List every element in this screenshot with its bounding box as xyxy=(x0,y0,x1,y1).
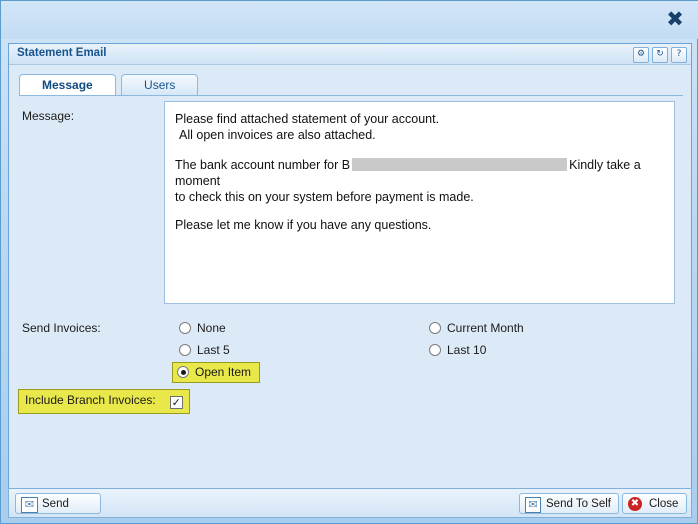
close-icon[interactable]: ✖ xyxy=(666,7,684,31)
window-topbar xyxy=(1,1,698,39)
envelope-icon: ✉ xyxy=(21,497,38,513)
message-line-3-prefix: The bank account number for B xyxy=(175,158,351,172)
close-button-label: Close xyxy=(649,498,679,510)
radio-option-open-item[interactable] xyxy=(172,362,260,383)
window-title-buttons xyxy=(633,47,687,63)
radio-option-current-month[interactable] xyxy=(429,321,524,335)
refresh-icon[interactable]: ↻ xyxy=(652,47,668,63)
radio-option-last-5[interactable] xyxy=(179,343,230,357)
send-to-self-button[interactable] xyxy=(519,493,619,514)
message-paragraph-1 xyxy=(175,111,664,143)
radio-icon-current-month xyxy=(429,322,441,334)
message-paragraph-3: Please let me know if you have any questions. xyxy=(175,218,432,232)
radio-label-current-month: Current Month xyxy=(447,321,524,335)
send-invoices-label: Send Invoices: xyxy=(22,321,101,335)
tab-users[interactable]: Users xyxy=(121,74,198,95)
dialog-footer xyxy=(8,488,692,518)
settings-icon[interactable]: ⚙ xyxy=(633,47,649,63)
envelope-person-icon: ✉ xyxy=(525,497,541,513)
include-branch-invoices-checkbox[interactable]: ✓ xyxy=(171,396,181,409)
send-to-self-button-label: Send To Self xyxy=(546,498,612,510)
radio-option-last-10[interactable] xyxy=(429,343,486,357)
close-circle-icon: ✖ xyxy=(628,497,642,511)
radio-option-none[interactable] xyxy=(179,321,226,335)
window-titlebar xyxy=(9,44,691,65)
message-line-4: to check this on your system before payment is made. xyxy=(175,190,474,204)
radio-label-open-item: Open Item xyxy=(195,365,252,379)
radio-icon-last-10 xyxy=(429,344,441,356)
message-line-2: All open invoices are also attached. xyxy=(179,128,376,142)
radio-label-last-5: Last 5 xyxy=(197,343,230,357)
inner-window xyxy=(8,43,692,495)
radio-icon-open-item xyxy=(177,366,189,378)
message-label: Message: xyxy=(22,109,75,123)
message-line-3-suffix: Kindly take a moment xyxy=(175,158,641,188)
close-button[interactable] xyxy=(622,493,687,514)
help-icon[interactable]: ? xyxy=(671,47,687,63)
send-button-label: Send xyxy=(42,498,69,510)
radio-icon-none xyxy=(179,322,191,334)
include-branch-invoices-label: Include Branch Invoices: xyxy=(25,393,156,407)
redacted-bank-account xyxy=(352,158,567,171)
message-paragraph-2 xyxy=(175,157,664,205)
send-button[interactable] xyxy=(15,493,101,514)
window-title: Statement Email xyxy=(17,47,107,59)
tab-underline xyxy=(19,95,683,96)
tabstrip xyxy=(19,74,200,96)
tab-message[interactable]: Message xyxy=(19,74,116,95)
radio-icon-last-5 xyxy=(179,344,191,356)
radio-label-none: None xyxy=(197,321,226,335)
message-line-1: Please find attached statement of your account. xyxy=(175,112,440,126)
include-branch-invoices-row[interactable] xyxy=(18,389,190,414)
message-textarea[interactable] xyxy=(164,101,675,304)
radio-label-last-10: Last 10 xyxy=(447,343,487,357)
